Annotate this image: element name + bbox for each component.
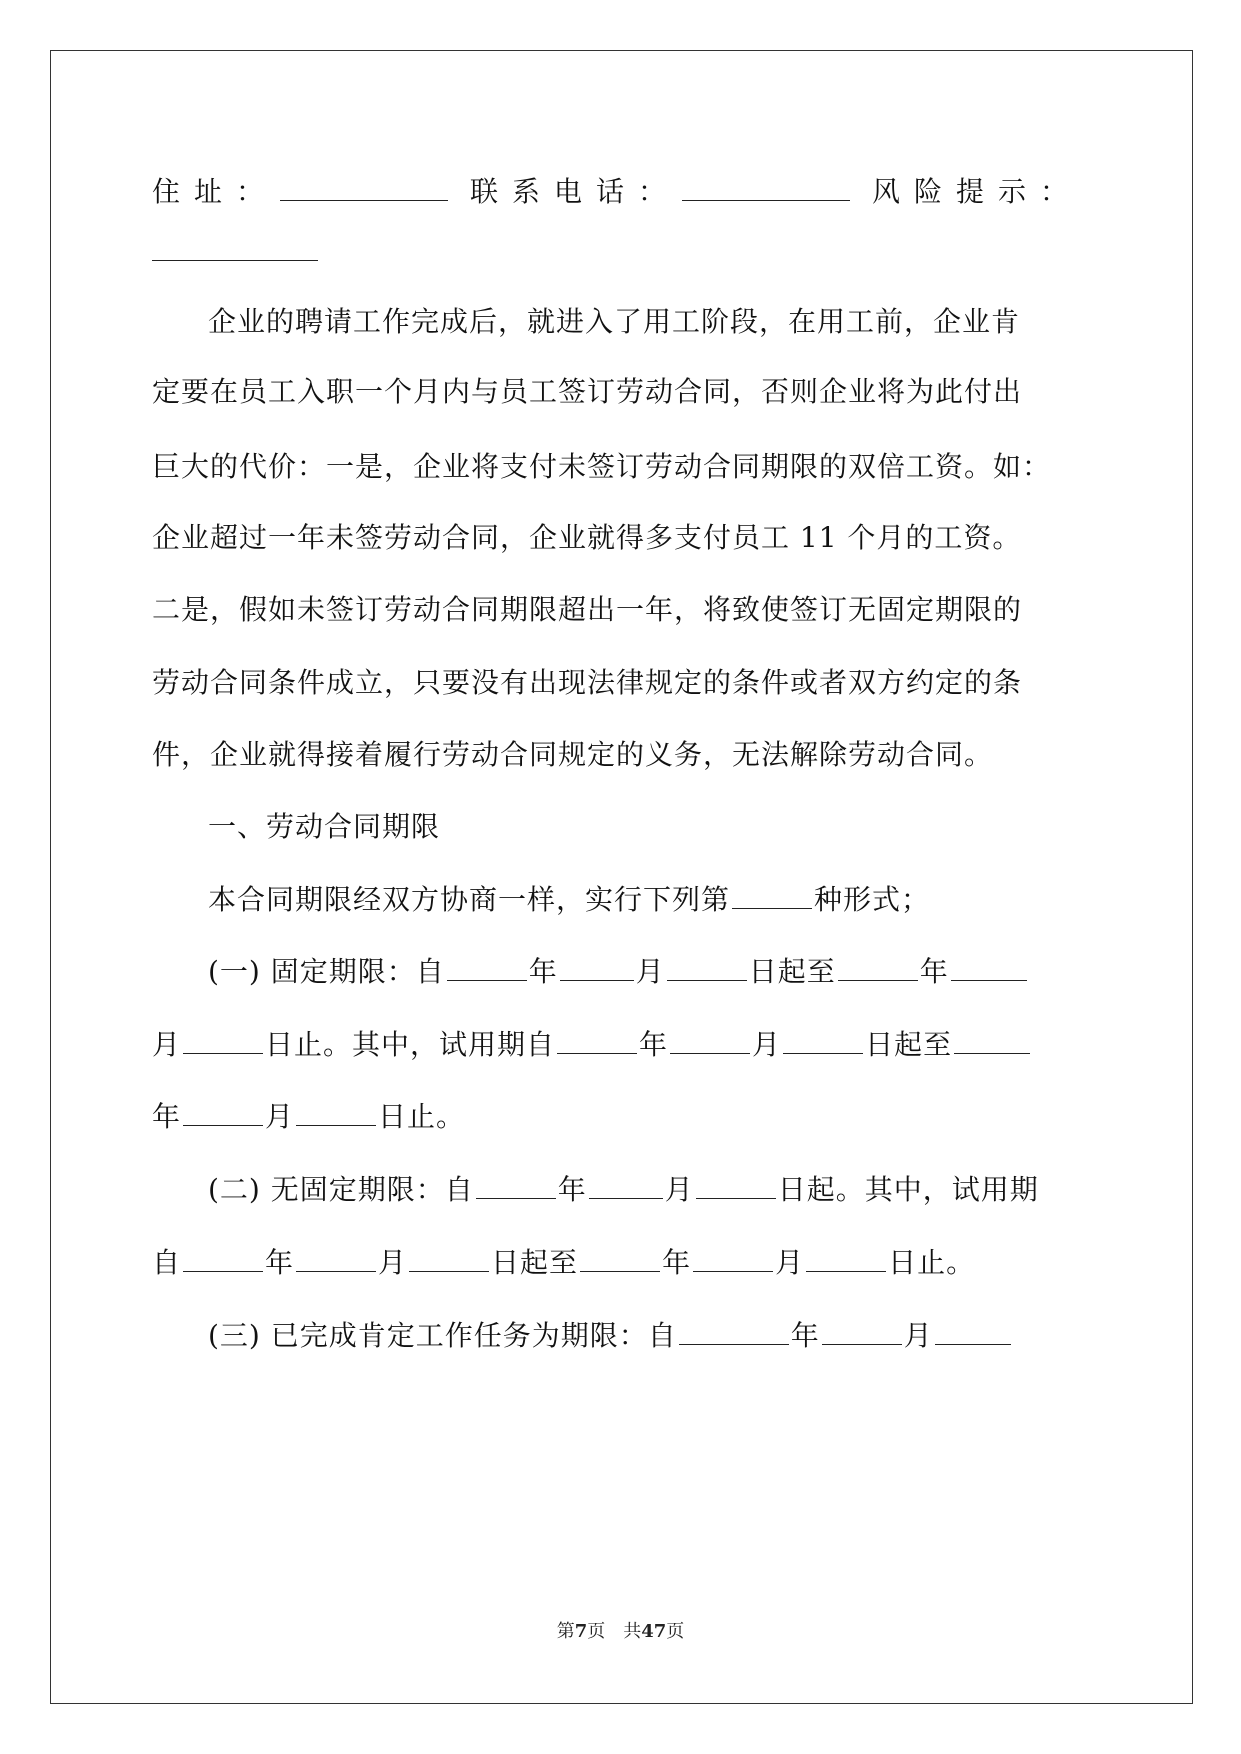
page-number: 7	[574, 1621, 588, 1642]
page-footer	[0, 1620, 1241, 1644]
open-trial-end-day-blank[interactable]	[806, 1243, 886, 1272]
open-trial-start-day-blank[interactable]	[409, 1243, 489, 1272]
trial-start-day-blank[interactable]	[783, 1025, 863, 1054]
day-from-label: 日起至	[865, 1028, 953, 1061]
month-label: 月	[752, 1028, 782, 1061]
paragraph-line: 企业超过一年未签劳动合同，企业就得多支付员工 11 个月的工资。	[152, 521, 1022, 554]
open-trial-start-month-blank[interactable]	[296, 1243, 376, 1272]
open-trial-end-year-blank[interactable]	[580, 1243, 660, 1272]
month-label: 月	[152, 1028, 182, 1061]
year-label: 年	[919, 955, 949, 988]
month-label: 月	[635, 955, 665, 988]
task-start-year-blank[interactable]	[679, 1316, 789, 1345]
paragraph-line: 定要在员工入职一个月内与员工签订劳动合同，否则企业将为此付出	[152, 375, 1023, 408]
year-label: 年	[152, 1100, 182, 1133]
paragraph-line: 件，企业就得接着履行劳动合同规定的义务，无法解除劳动合同。	[152, 738, 994, 771]
fixed-end-month-blank[interactable]	[951, 952, 1027, 981]
form-type-blank[interactable]	[732, 880, 812, 909]
form-intro-suffix: 种形式；	[814, 883, 931, 916]
form-intro-text: 本合同期限经双方协商一样，实行下列第	[208, 883, 731, 916]
paragraph-line: 劳动合同条件成立，只要没有出现法律规定的条件或者双方约定的条	[152, 666, 1023, 699]
trial-end-year-blank[interactable]	[954, 1025, 1030, 1054]
fixed-start-day-blank[interactable]	[667, 952, 747, 981]
phone-label: 联系电话：	[470, 175, 681, 208]
year-label: 年	[790, 1319, 820, 1352]
trial-from-label: 日止。其中，试用期自	[265, 1028, 556, 1061]
open-term-row-2	[152, 1243, 1092, 1283]
year-label: 年	[557, 1173, 587, 1206]
page-border	[50, 50, 1193, 1704]
task-term-label: (三) 已完成肯定工作任务为期限：自	[208, 1319, 677, 1352]
day-end-label: 日止。	[378, 1100, 466, 1133]
page-prefix: 第	[556, 1621, 575, 1642]
month-label: 月	[265, 1100, 295, 1133]
fixed-end-year-blank[interactable]	[838, 952, 918, 981]
risk-blank[interactable]	[152, 232, 318, 261]
fixed-term-row-2	[152, 1025, 1092, 1065]
risk-row	[152, 232, 1092, 272]
fixed-term-label: (一) 固定期限：自	[208, 955, 445, 988]
address-blank[interactable]	[280, 172, 448, 201]
trial-end-month-blank[interactable]	[183, 1097, 263, 1126]
paragraph-line: 巨大的代价：一是，企业将支付未签订劳动合同期限的双倍工资。如：	[152, 450, 1052, 483]
trial-start-month-blank[interactable]	[670, 1025, 750, 1054]
task-term-row	[152, 1316, 1148, 1356]
paragraph-line: 二是，假如未签订劳动合同期限超出一年，将致使签订无固定期限的	[152, 593, 1023, 626]
fixed-term-row	[152, 952, 1148, 992]
section-heading: 一、劳动合同期限	[208, 810, 441, 843]
open-start-year-blank[interactable]	[476, 1170, 556, 1199]
open-start-day-blank[interactable]	[696, 1170, 776, 1199]
open-term-label: (二) 无固定期限：自	[208, 1173, 474, 1206]
trial-start-year-blank[interactable]	[557, 1025, 637, 1054]
risk-label: 风险提示：	[872, 175, 1083, 208]
open-start-month-blank[interactable]	[589, 1170, 663, 1199]
page-suffix: 页	[666, 1621, 685, 1642]
month-label: 月	[664, 1173, 694, 1206]
address-label: 住址：	[152, 175, 279, 208]
month-label: 月	[378, 1246, 408, 1279]
year-label: 年	[528, 955, 558, 988]
month-label: 月	[775, 1246, 805, 1279]
form-intro-row	[152, 880, 1148, 920]
page-total: 47	[641, 1621, 667, 1642]
fixed-start-year-blank[interactable]	[447, 952, 527, 981]
trial-end-day-blank[interactable]	[296, 1097, 376, 1126]
open-trial-end-month-blank[interactable]	[693, 1243, 773, 1272]
open-term-row	[152, 1170, 1148, 1210]
paragraph-line: 企业的聘请工作完成后，就进入了用工阶段，在用工前，企业肯	[208, 305, 1021, 338]
task-start-day-blank[interactable]	[935, 1316, 1011, 1345]
open-trial-start-year-blank[interactable]	[183, 1243, 263, 1272]
phone-blank[interactable]	[682, 172, 850, 201]
fixed-term-row-3	[152, 1097, 1092, 1137]
from-label: 自	[152, 1246, 182, 1279]
trial-prefix-label: 日起。其中，试用期	[777, 1173, 1039, 1206]
year-label: 年	[662, 1246, 692, 1279]
day-end-label: 日止。	[888, 1246, 976, 1279]
fixed-start-month-blank[interactable]	[560, 952, 634, 981]
year-label: 年	[265, 1246, 295, 1279]
month-label: 月	[903, 1319, 933, 1352]
year-label: 年	[639, 1028, 669, 1061]
day-from-label: 日起至	[491, 1246, 579, 1279]
page-mid: 页 共	[587, 1621, 642, 1642]
fixed-end-day-blank[interactable]	[183, 1025, 263, 1054]
task-start-month-blank[interactable]	[822, 1316, 902, 1345]
header-fields-row	[152, 172, 1092, 212]
day-from-label: 日起至	[748, 955, 836, 988]
